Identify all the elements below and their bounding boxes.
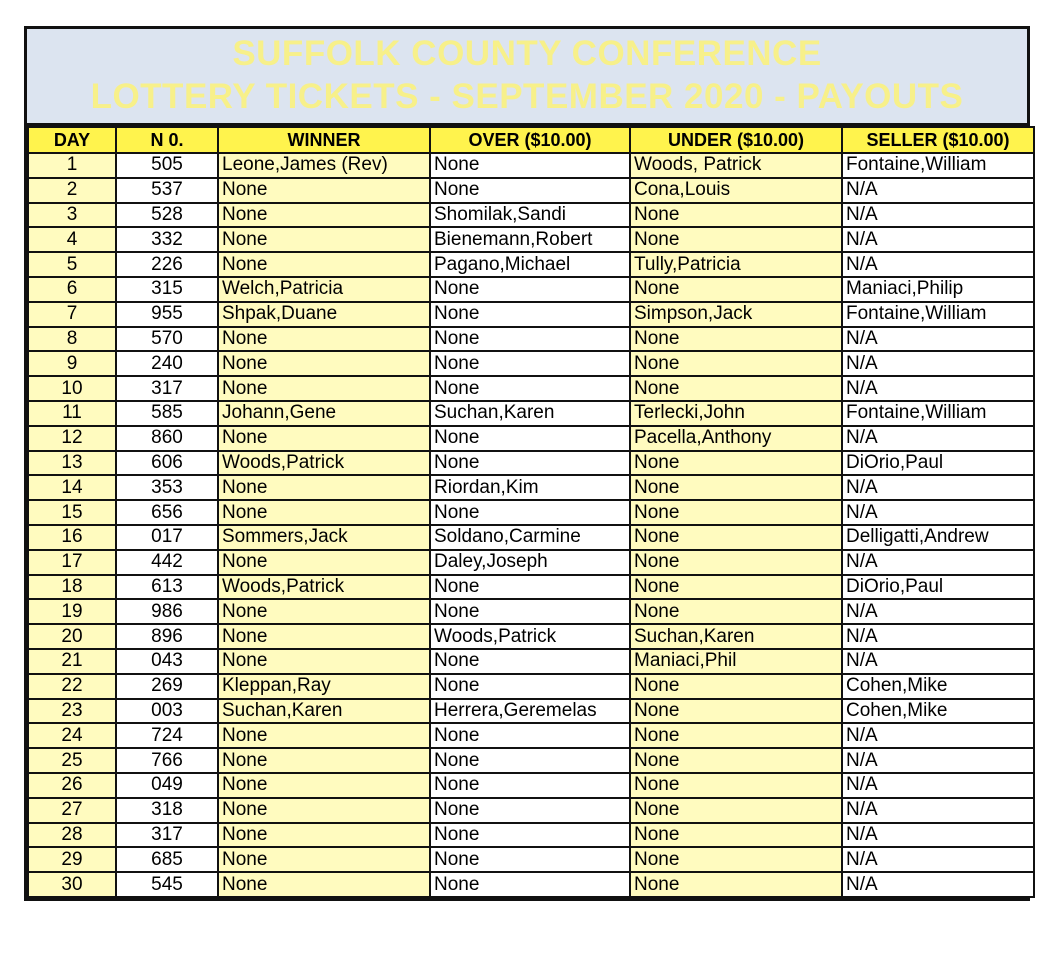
over-cell: Shomilak,Sandi (430, 203, 630, 228)
table-row (28, 227, 1034, 252)
table-row (28, 178, 1034, 203)
number-cell: 226 (116, 252, 218, 277)
over-cell: None (430, 773, 630, 798)
seller-cell: DiOrio,Paul (842, 451, 1034, 476)
over-cell: Bienemann,Robert (430, 227, 630, 252)
table-row (28, 525, 1034, 550)
title-line-1: SUFFOLK COUNTY CONFERENCE (232, 34, 822, 73)
under-cell: None (630, 674, 842, 699)
table-row (28, 302, 1034, 327)
header-row (28, 127, 1034, 153)
under-cell: None (630, 277, 842, 302)
table-row (28, 624, 1034, 649)
number-cell: 606 (116, 451, 218, 476)
day-cell: 25 (28, 748, 116, 773)
over-cell: None (430, 649, 630, 674)
day-cell: 7 (28, 302, 116, 327)
header-over: OVER ($10.00) (430, 127, 630, 153)
table-row (28, 599, 1034, 624)
day-cell: 16 (28, 525, 116, 550)
winner-cell: None (218, 847, 430, 872)
number-cell: 986 (116, 599, 218, 624)
winner-cell: None (218, 773, 430, 798)
seller-cell: N/A (842, 649, 1034, 674)
number-cell: 269 (116, 674, 218, 699)
seller-cell: Maniaci,Philip (842, 277, 1034, 302)
day-cell: 20 (28, 624, 116, 649)
table-row (28, 475, 1034, 500)
seller-cell: N/A (842, 872, 1034, 897)
number-cell: 766 (116, 748, 218, 773)
payout-sheet (24, 26, 1030, 901)
over-cell: None (430, 327, 630, 352)
winner-cell: None (218, 475, 430, 500)
day-cell: 9 (28, 351, 116, 376)
number-cell: 613 (116, 575, 218, 600)
number-cell: 955 (116, 302, 218, 327)
day-cell: 21 (28, 649, 116, 674)
winner-cell: None (218, 252, 430, 277)
over-cell: None (430, 351, 630, 376)
seller-cell: N/A (842, 847, 1034, 872)
winner-cell: Shpak,Duane (218, 302, 430, 327)
seller-cell: N/A (842, 227, 1034, 252)
number-cell: 860 (116, 426, 218, 451)
winner-cell: Woods,Patrick (218, 451, 430, 476)
winner-cell: None (218, 599, 430, 624)
seller-cell: N/A (842, 203, 1034, 228)
under-cell: None (630, 351, 842, 376)
seller-cell: Delligatti,Andrew (842, 525, 1034, 550)
winner-cell: None (218, 351, 430, 376)
over-cell: None (430, 277, 630, 302)
day-cell: 26 (28, 773, 116, 798)
seller-cell: N/A (842, 327, 1034, 352)
number-cell: 315 (116, 277, 218, 302)
header-under: UNDER ($10.00) (630, 127, 842, 153)
over-cell: None (430, 823, 630, 848)
winner-cell: None (218, 823, 430, 848)
number-cell: 317 (116, 376, 218, 401)
number-cell: 545 (116, 872, 218, 897)
table-row (28, 203, 1034, 228)
number-cell: 896 (116, 624, 218, 649)
under-cell: None (630, 575, 842, 600)
winner-cell: None (218, 203, 430, 228)
seller-cell: DiOrio,Paul (842, 575, 1034, 600)
number-cell: 240 (116, 351, 218, 376)
under-cell: None (630, 723, 842, 748)
day-cell: 8 (28, 327, 116, 352)
number-cell: 442 (116, 550, 218, 575)
day-cell: 29 (28, 847, 116, 872)
winner-cell: Sommers,Jack (218, 525, 430, 550)
over-cell: None (430, 451, 630, 476)
winner-cell: Suchan,Karen (218, 699, 430, 724)
number-cell: 332 (116, 227, 218, 252)
day-cell: 1 (28, 153, 116, 178)
under-cell: None (630, 550, 842, 575)
over-cell: None (430, 153, 630, 178)
over-cell: None (430, 178, 630, 203)
over-cell: None (430, 575, 630, 600)
table-row (28, 153, 1034, 178)
day-cell: 27 (28, 798, 116, 823)
table-row (28, 723, 1034, 748)
under-cell: Woods, Patrick (630, 153, 842, 178)
table-row (28, 252, 1034, 277)
winner-cell: None (218, 624, 430, 649)
over-cell: None (430, 748, 630, 773)
over-cell: None (430, 500, 630, 525)
under-cell: None (630, 451, 842, 476)
over-cell: None (430, 674, 630, 699)
under-cell: None (630, 872, 842, 897)
title-banner (27, 29, 1027, 126)
under-cell: Maniaci,Phil (630, 649, 842, 674)
day-cell: 15 (28, 500, 116, 525)
number-cell: 017 (116, 525, 218, 550)
seller-cell: N/A (842, 252, 1034, 277)
seller-cell: N/A (842, 823, 1034, 848)
under-cell: None (630, 500, 842, 525)
winner-cell: None (218, 748, 430, 773)
over-cell: None (430, 872, 630, 897)
table-row (28, 500, 1034, 525)
day-cell: 11 (28, 401, 116, 426)
winner-cell: Kleppan,Ray (218, 674, 430, 699)
over-cell: None (430, 723, 630, 748)
day-cell: 23 (28, 699, 116, 724)
table-row (28, 847, 1034, 872)
over-cell: None (430, 599, 630, 624)
day-cell: 24 (28, 723, 116, 748)
number-cell: 505 (116, 153, 218, 178)
day-cell: 2 (28, 178, 116, 203)
seller-cell: Fontaine,William (842, 302, 1034, 327)
header-number: N 0. (116, 127, 218, 153)
under-cell: None (630, 798, 842, 823)
seller-cell: Cohen,Mike (842, 699, 1034, 724)
table-row (28, 699, 1034, 724)
over-cell: None (430, 798, 630, 823)
table-row (28, 773, 1034, 798)
seller-cell: Fontaine,William (842, 401, 1034, 426)
under-cell: None (630, 475, 842, 500)
header-seller: SELLER ($10.00) (842, 127, 1034, 153)
under-cell: None (630, 376, 842, 401)
table-row (28, 798, 1034, 823)
seller-cell: N/A (842, 426, 1034, 451)
seller-cell: N/A (842, 624, 1034, 649)
over-cell: None (430, 847, 630, 872)
day-cell: 3 (28, 203, 116, 228)
winner-cell: Woods,Patrick (218, 575, 430, 600)
number-cell: 570 (116, 327, 218, 352)
day-cell: 10 (28, 376, 116, 401)
winner-cell: None (218, 649, 430, 674)
number-cell: 585 (116, 401, 218, 426)
number-cell: 685 (116, 847, 218, 872)
winner-cell: None (218, 227, 430, 252)
under-cell: None (630, 327, 842, 352)
under-cell: None (630, 227, 842, 252)
table-body (28, 153, 1034, 897)
seller-cell: N/A (842, 178, 1034, 203)
number-cell: 353 (116, 475, 218, 500)
under-cell: None (630, 847, 842, 872)
day-cell: 30 (28, 872, 116, 897)
day-cell: 28 (28, 823, 116, 848)
seller-cell: Fontaine,William (842, 153, 1034, 178)
number-cell: 003 (116, 699, 218, 724)
under-cell: Tully,Patricia (630, 252, 842, 277)
seller-cell: Cohen,Mike (842, 674, 1034, 699)
under-cell: Simpson,Jack (630, 302, 842, 327)
number-cell: 318 (116, 798, 218, 823)
table-row (28, 575, 1034, 600)
over-cell: Riordan,Kim (430, 475, 630, 500)
day-cell: 4 (28, 227, 116, 252)
seller-cell: N/A (842, 351, 1034, 376)
number-cell: 724 (116, 723, 218, 748)
seller-cell: N/A (842, 748, 1034, 773)
day-cell: 5 (28, 252, 116, 277)
winner-cell: Johann,Gene (218, 401, 430, 426)
number-cell: 656 (116, 500, 218, 525)
seller-cell: N/A (842, 599, 1034, 624)
over-cell: Woods,Patrick (430, 624, 630, 649)
over-cell: None (430, 302, 630, 327)
day-cell: 22 (28, 674, 116, 699)
table-row (28, 451, 1034, 476)
under-cell: None (630, 699, 842, 724)
table-row (28, 649, 1034, 674)
winner-cell: Leone,James (Rev) (218, 153, 430, 178)
under-cell: Suchan,Karen (630, 624, 842, 649)
over-cell: None (430, 426, 630, 451)
seller-cell: N/A (842, 500, 1034, 525)
over-cell: Suchan,Karen (430, 401, 630, 426)
seller-cell: N/A (842, 376, 1034, 401)
winner-cell: None (218, 550, 430, 575)
seller-cell: N/A (842, 723, 1034, 748)
table-row (28, 872, 1034, 897)
table-row (28, 823, 1034, 848)
day-cell: 19 (28, 599, 116, 624)
over-cell: Daley,Joseph (430, 550, 630, 575)
number-cell: 317 (116, 823, 218, 848)
winner-cell: None (218, 500, 430, 525)
number-cell: 528 (116, 203, 218, 228)
seller-cell: N/A (842, 475, 1034, 500)
winner-cell: None (218, 798, 430, 823)
table-row (28, 426, 1034, 451)
title-line-2: LOTTERY TICKETS - SEPTEMBER 2020 - PAYOUTS (90, 77, 964, 116)
under-cell: None (630, 599, 842, 624)
table-row (28, 277, 1034, 302)
winner-cell: None (218, 376, 430, 401)
winner-cell: Welch,Patricia (218, 277, 430, 302)
winner-cell: None (218, 426, 430, 451)
table-row (28, 401, 1034, 426)
number-cell: 043 (116, 649, 218, 674)
under-cell: None (630, 525, 842, 550)
table-row (28, 327, 1034, 352)
header-day: DAY (28, 127, 116, 153)
under-cell: Cona,Louis (630, 178, 842, 203)
day-cell: 14 (28, 475, 116, 500)
winner-cell: None (218, 723, 430, 748)
winner-cell: None (218, 327, 430, 352)
payout-table (27, 126, 1035, 898)
under-cell: None (630, 773, 842, 798)
over-cell: None (430, 376, 630, 401)
number-cell: 537 (116, 178, 218, 203)
day-cell: 17 (28, 550, 116, 575)
table-row (28, 351, 1034, 376)
under-cell: None (630, 203, 842, 228)
day-cell: 18 (28, 575, 116, 600)
seller-cell: N/A (842, 550, 1034, 575)
winner-cell: None (218, 872, 430, 897)
number-cell: 049 (116, 773, 218, 798)
header-winner: WINNER (218, 127, 430, 153)
day-cell: 6 (28, 277, 116, 302)
over-cell: Herrera,Geremelas (430, 699, 630, 724)
table-row (28, 376, 1034, 401)
under-cell: None (630, 823, 842, 848)
over-cell: Pagano,Michael (430, 252, 630, 277)
winner-cell: None (218, 178, 430, 203)
under-cell: None (630, 748, 842, 773)
seller-cell: N/A (842, 798, 1034, 823)
seller-cell: N/A (842, 773, 1034, 798)
day-cell: 13 (28, 451, 116, 476)
over-cell: Soldano,Carmine (430, 525, 630, 550)
under-cell: Terlecki,John (630, 401, 842, 426)
under-cell: Pacella,Anthony (630, 426, 842, 451)
day-cell: 12 (28, 426, 116, 451)
table-row (28, 748, 1034, 773)
table-row (28, 550, 1034, 575)
table-row (28, 674, 1034, 699)
